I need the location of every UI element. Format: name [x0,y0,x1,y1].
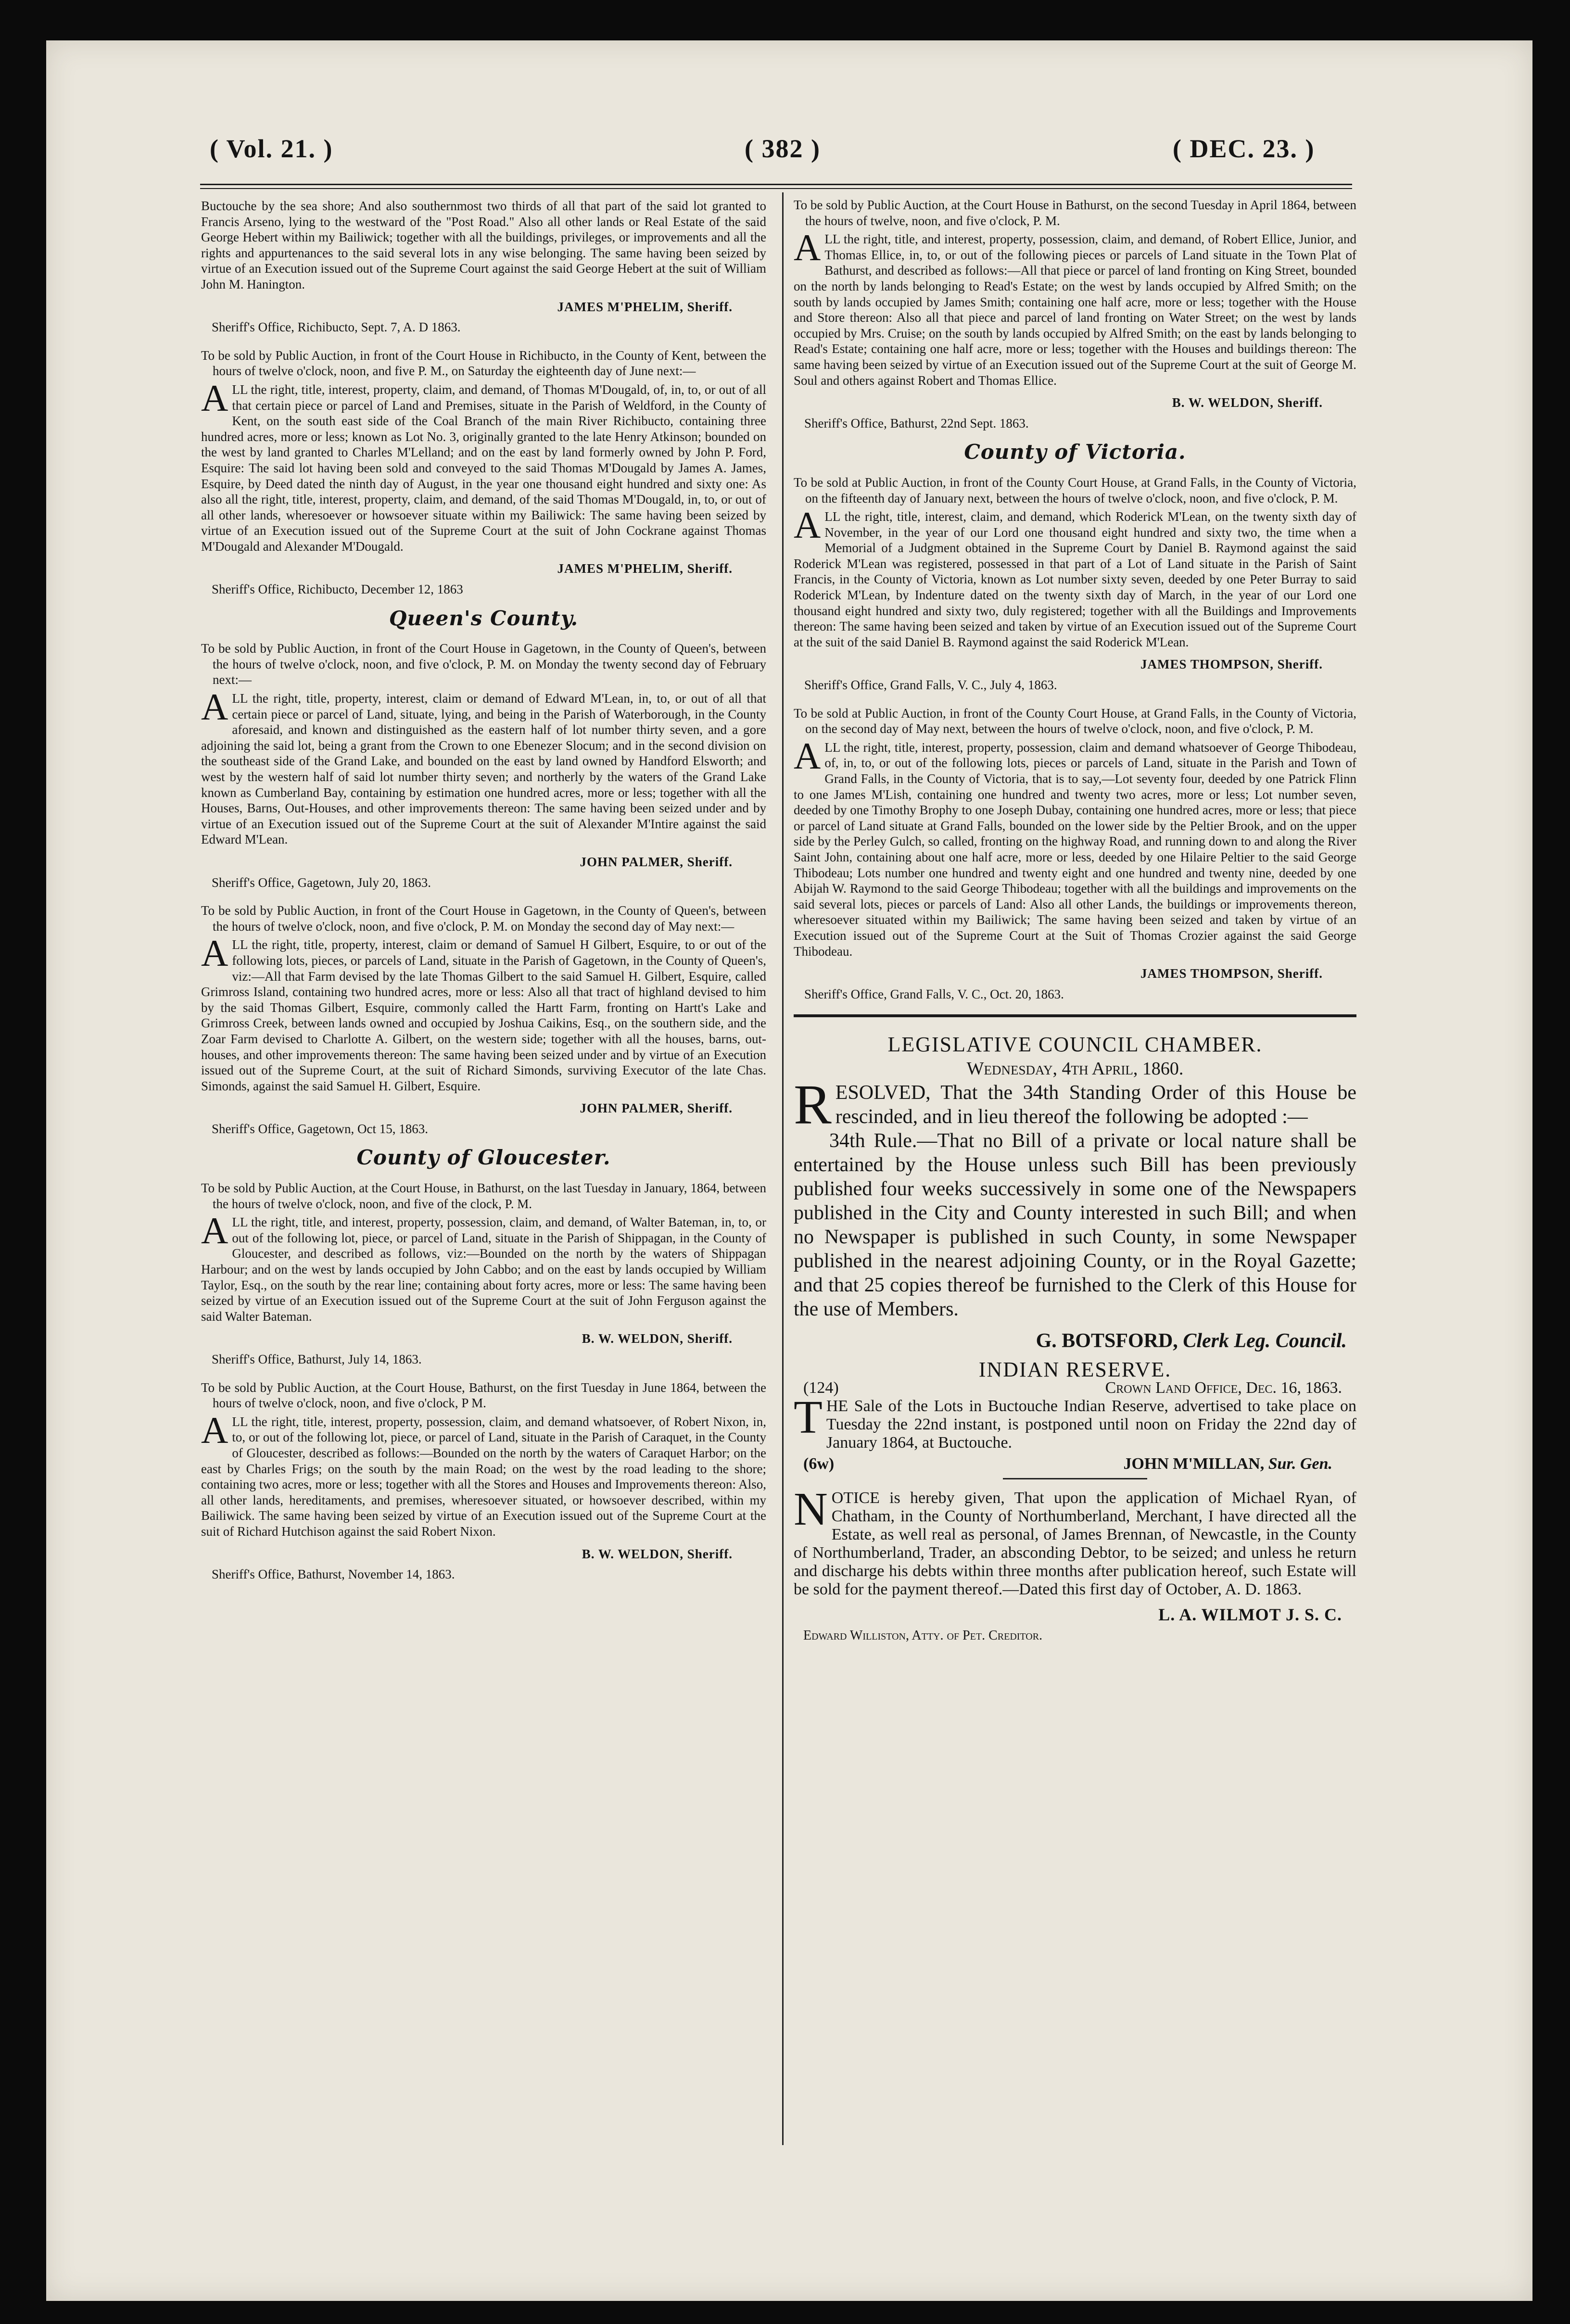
dropcap: A [201,932,228,974]
notice-body [794,504,1356,650]
notice-text: LL the right, title, interest, property, claim, and demand, of Thomas M'Dougald, of, in, to, or out of all that certain piece or parcel of Land and Premises, situate in the Parish of Weldford, in the County of Kent, on the south east side of the Coal Branch of the main River Richibucto, containing three hundred acres, more or less; known as Lot No. 3, originally granted to the late Henry Atkinson; bounded on the west by land granted to Charles M'Lelland; and on the east by land formerly owned by John P. Ford, Esquire: The said lot having been sold and conveyed to the said Thomas M'Dougald by James A. James, Esquire, by Deed dated the ninth day of August, in the year one thousand eight hundred and sixty one: As also all the right, title, interest, property, claim, and demand, of the said Thomas M'Dougald, in, to, or out of all other lands, wheresoever or howsoever situate within my Bailiwick: The same having been seized by virtue of an Execution issued out of the Supreme Court at the suit of John Cockrane against Thomas M'Dougald and Alexander M'Dougald. [201,382,766,554]
notice-intro: To be sold by Public Auction, at the Court House, in Bathurst, on the last Tuesday in January, 1864, between the hours of twelve o'clock, noon, and five of the clock, P. M. [201,1181,766,1211]
sheriff-office: Sheriff's Office, Bathurst, July 14, 1863. [212,1352,422,1366]
notice-text: LL the right, title, property, interest, claim or demand of Samuel H Gilbert, Esquire, to or out of the following lots, pieces, or parcels of Land, situate in the Parish of Gagetown, in the County of Queen's, viz:—All that Farm devised by the late Thomas Gilbert to the said Samuel H. Gilbert, Esquire, called Grimross Island, containing two hundred acres, more or less: Also all that tract of highland devised to him by the said Thomas Gilbert, Esquire, commonly called the Hartt Farm, fronting on Hartt's Lake and Grimross Creek, between lands owned and occupied by Joshua Caikins, Esq., on the southern side, and the Zoar Farm devised to Charlotte A. Gilbert, on the western side; together with all the houses, barns, out-houses, and other improvements thereon: The same having been seized under and by virtue of an Execution issued out of the Supreme Court, at the suit of Richard Simonds, surviving Executor of the late Chas. Simonds, against the said Samuel H. Gilbert, Esquire. [201,937,766,1093]
notice-intro: To be sold at Public Auction, in front of the County Court House, at Grand Falls, in the County of Victoria, on the fifteenth day of January next, between the hours of twelve o'clock, noon, and five o'clock, P. M. [794,475,1356,505]
notice-intro: To be sold by Public Auction, in front of the Court House in Gagetown, in the County of Queen's, between the hours of twelve o'clock, noon, and five o'clock, P. M. on Monday the twenty second day of February next:— [201,641,766,687]
sheriff-signature: JOHN PALMER, Sheriff. [580,854,733,869]
legislative-date: Wednesday, 4th April, 1860. [966,1059,1184,1079]
notice-ellice [794,197,1356,431]
dropcap: A [794,504,821,546]
column-divider [782,192,784,2145]
dropcap: A [201,377,228,419]
sheriff-office: Sheriff's Office, Grand Falls, V. C., Oct. 20, 1863. [804,986,1064,1001]
sheriff-office: Sheriff's Office, Grand Falls, V. C., July 4, 1863. [804,678,1057,693]
notice-body [201,1210,766,1324]
judge-signature: L. A. WILMOT J. S. C. [1158,1605,1342,1625]
notice-body [201,932,766,1094]
sheriff-office: Sheriff's Office, Richibucto, Sept. 7, A. D 1863. [212,320,461,335]
issue-date: ( DEC. 23. ) [1173,134,1315,163]
notice-mdougald [201,348,766,597]
notice-text: LL the right, title, and interest, property, possession, claim, and demand, of Robert Ellice, Junior, and Thomas Ellice, in, to, or out of the following pieces or parcels of Land situate in the Town Plat of Bathurst, and described as follows:—All that piece or parcel of land fronting on King Street, bounded on the north by lands belonging to Read's Estate; on the west by lands occupied by Alfred Smith; on the south by lands occupied by James Smith; containing one half acre, more or less; together with the House and Store thereon: Also all that piece and parcel of land fronting on Water Street; on the west by lands occupied by Mrs. Cruise; on the south by lands occupied by Alfred Smith; on the east by lands belonging to Read's Estate; containing one half acre, more or less; together with the Houses and buildings thereon: The same having been seized by virtue of an Execution issued out of the Supreme Court at the suit of George M. Soul and others against Robert and Thomas Ellice. [794,232,1356,388]
dropcap: R [794,1073,832,1137]
sheriff-office: Sheriff's Office, Gagetown, July 20, 1863. [212,875,431,890]
volume-number: ( Vol. 21. ) [210,134,333,163]
sheriff-signature: JAMES THOMPSON, Sheriff. [1140,966,1323,981]
sheriff-office: Sheriff's Office, Bathurst, November 14, 1863. [212,1567,455,1582]
left-column [201,197,766,1595]
clerk-name: G. BOTSFORD, [1036,1330,1178,1352]
absconding-debtor-notice [794,1483,1356,1645]
indian-reserve-dateline [794,1379,1356,1397]
sheriff-signature: JAMES M'PHELIM, Sheriff. [557,561,733,576]
notice-intro: To be sold by Public Auction, at the Court House, Bathurst, on the first Tuesday in June 1864, between the hours of twelve o'clock, noon, and five o'clock, P M. [201,1380,766,1411]
dropcap: N [794,1483,828,1536]
notice-text: LL the right, title, property, interest, claim or demand of Edward M'Lean, in, to, or out of all that certain piece or parcel of Land, situate, lying, and being in the Parish of Waterborough, in the County aforesaid, and known and distinguished as the eastern half of lot number thirty seven, and a gore adjoining the said lot, being a grant from the Crown to one Ebenezer Slocum; and in the second division on the southeast side of the Grand Lake, and bounded on the east by land owned by Handford Elsworth; and west by the western half of said lot number thirty seven; and northerly by the waters of the Grand Lake known as Cumberland Bay, containing by estimation one hundred acres, more or less; together with all the Houses, Barns, Out-Houses, and other improvements thereon: The same having been seized under and by virtue of an Execution issued out of the Supreme Court at the suit of Alexander M'Intire against the said Edward M'Lean. [201,691,766,847]
sheriff-signature: B. W. WELDON, Sheriff. [582,1546,733,1561]
dropcap: A [201,1409,228,1451]
notice-body [794,734,1356,959]
notice-intro: To be sold at Public Auction, in front of the County Court House, at Grand Falls, in the County of Victoria, on the second day of May next, between the hours of twelve o'clock, noon, and five o'clock, P. M. [794,706,1356,736]
page-number: ( 382 ) [745,134,821,163]
indian-reserve-notice [794,1358,1356,1479]
clerk-signature [794,1329,1356,1353]
notice-body [794,1483,1356,1599]
surveyor-signature [1123,1455,1332,1473]
notice-body [201,686,766,847]
notice-body [794,1391,1356,1452]
notice-text: HE Sale of the Lots in Buctouche Indian Reserve, advertised to take place on Tuesday the 22nd instant, is postponed until noon on Friday the 22nd day of January 1864, at Buctouche. [826,1397,1356,1452]
sheriff-office: Sheriff's Office, Richibucto, December 12, 1863 [212,582,463,597]
dropcap: A [201,686,228,728]
notice-bateman [201,1180,766,1367]
notice-text: LL the right, title, interest, property, possession, claim and demand whatsoever of George Thibodeau, of, in, to, or out of the following lots, pieces or parcels of Land, situate in the Parish and Town of Grand Falls, in the County of Victoria, that is to say,—Lot seventy four, deeded by one Patrick Flinn to one James M'Lish, containing one hundred and twenty two acres, more or less; Lot number seven, deeded by one Timothy Brophy to one Joseph Dubay, containing one hundred acres, more or less; that piece or parcel of Land situate at Grand Falls, bounded on the lower side by the Peltier Brook, and on the upper side by the Perley Gulch, so called, fronting on the highway Road, and running down to and along the River Saint John, containing about one half acre, more or less, deeded by one Hilaire Peltier to the said George Thibodeau; Lots number one hundred and twenty eight and one hundred and twenty nine, deeded by one Abijah W. Raymond to the said George Thibodeau; together with all the buildings and improvements on the said several lots, pieces or parcels of Land: Also all other Lands, the buildings or improvements thereon, wheresoever situated within my Bailiwick; The same having been seized and taken by virtue of an Execution issued out of the Supreme Court at the Suit of Thomas Crozier against the said George Thibodeau. [794,740,1356,959]
notice-intro: To be sold by Public Auction, in front of the Court House in Richibucto, in the County of Kent, between the hours of twelve o'clock, noon, and five P. M., on Saturday the eighteenth day of June next:— [201,348,766,379]
sheriff-signature: JAMES M'PHELIM, Sheriff. [557,299,733,314]
notice-hebert-continued [201,198,766,335]
sheriff-signature: B. W. WELDON, Sheriff. [582,1331,733,1346]
notice-body [201,377,766,555]
header-rule [200,184,1352,189]
legislative-council-notice [794,1033,1356,1353]
section-heading-victoria-county: County of Victoria. [964,440,1186,464]
notice-text: LL the right, title, and interest, property, possession, claim, and demand, of Walter Bateman, in, to, or out of the following lot, piece, or parcel of Land, situate in the Parish of Shippagan, in the County of Gloucester, and described as follows, viz:—Bounded on the north by the waters of Shippagan Harbour; and on the west by lands occupied by John Cabbo; and on the east by lands occupied by William Taylor, Esq., on the south by the rear line; containing about forty acres, more or less: The same having been seized by virtue of an Execution issued out of the Supreme Court at the suit of John Ferguson against the said Walter Bateman. [201,1215,766,1324]
short-rule [1003,1478,1147,1479]
sheriff-office: Sheriff's Office, Gagetown, Oct 15, 1863. [212,1121,429,1136]
sheriff-office: Sheriff's Office, Bathurst, 22nd Sept. 1863. [804,416,1029,430]
notice-gilbert [201,903,766,1137]
notice-intro: To be sold by Public Auction, in front of the Court House in Gagetown, in the County of Queen's, between the hours of twelve o'clock, noon, and five o'clock, P. M. on Monday the second day of May next:— [201,903,766,934]
notice-number: (124) [803,1379,839,1397]
sheriff-signature: JOHN PALMER, Sheriff. [580,1101,733,1116]
dropcap: A [794,227,821,269]
section-heading-gloucester-county: County of Gloucester. [356,1146,611,1170]
attorney-line: Edward Williston, Atty. of Pet. Creditor. [803,1628,1043,1643]
notice-body [201,1409,766,1540]
sheriff-signature: JAMES THOMPSON, Sheriff. [1140,657,1323,672]
section-heading-queens-county: Queen's County. [389,606,579,630]
indian-reserve-title: INDIAN RESERVE. [978,1358,1172,1382]
notice-text: OTICE is hereby given, That upon the application of Michael Ryan, of Chatham, in the County of Northumberland, Merchant, I have directed all the Estate, as well real as personal, of James Brennan, of Newcastle, in the County of Northumberland, Trader, an absconding Debtor, to be seized; and unless he return and discharge his debts within three months after publication hereof, such Estate will be sold for the payment thereof.—Dated this first day of October, A. D. 1863. [794,1489,1356,1599]
dropcap: A [201,1210,228,1252]
notice-mlean [201,641,766,890]
clerk-title: Clerk Leg. Council. [1183,1330,1347,1352]
notice-rmlean [794,475,1356,693]
notice-intro: To be sold by Public Auction, at the Court House in Bathurst, on the second Tuesday in April 1864, between the hours of twelve, noon, and five o'clock, P. M. [794,198,1356,228]
sheriff-signature: B. W. WELDON, Sheriff. [1172,395,1323,410]
surveyor-name: JOHN M'MILLAN, [1123,1455,1265,1473]
rule-34-text: 34th Rule.—That no Bill of a private or local nature shall be entertained by the House unless such Bill has been previously published four weeks successively in some one of the Newspapers published in the City and County interested in such Bill; and when no Newspaper is published in such County, in some Newspaper published in the nearest adjoining County, or in the Royal Gazette; and that 25 copies thereof be furnished to the Clerk of this House for the use of Members. [794,1130,1356,1321]
resolved-body: ESOLVED, That the 34th Standing Order of this House be rescinded, and in lieu thereof the following be adopted :— [835,1082,1356,1128]
notice-nixon [201,1380,766,1582]
resolved-text [794,1073,1356,1137]
dropcap: A [794,734,821,777]
office-date: Crown Land Office, Dec. 16, 1863. [1105,1379,1342,1397]
right-column [794,197,1356,1645]
dropcap: T [794,1391,823,1444]
notice-text: LL the right, title, interest, claim, and demand, which Roderick M'Lean, on the twenty sixth day of November, in the year of our Lord one thousand eight hundred and sixty two, the time when a Memorial of a Judgment obtained in the Supreme Court by Daniel B. Raymond against the said Roderick M'Lean was registered, possessed in that part of a Lot of Land situate in the Parish of Saint Francis, in the County of Victoria, known as Lot number sixty seven, deeded by one Peter Burray to said Roderick M'Lean, by Indenture dated on the twenty sixth day of March, in the year of our Lord one thousand eight hundred and sixty two, duly registered; together with all the Buildings and Improvements thereon: The same having been seized and taken by virtue of an Execution issued out of the Supreme Court at the suit of the said Daniel B. Raymond against the said Roderick M'Lean. [794,509,1356,649]
notice-body: Buctouche by the sea shore; And also southernmost two thirds of all that part of the said lot granted to Francis Arseno, lying to the westward of the "Post Road." Also all other lands or Real Estate of the said George Hebert within my Bailiwick; together with all the buildings, privileges, or improvements and all the rights and appurtenances to the said several lots in any wise belonging. The same having been seized by virtue of an Execution issued out of the Supreme Court against the said George Hebert at the suit of William John M. Hanington. [201,199,766,291]
notice-thibodeau [794,706,1356,1002]
notice-text: LL the right, title, interest, property, possession, claim, and demand whatsoever, of Robert Nixon, in, to, or out of the following lot, piece, or parcel of Land, situate in the Parish of Caraquet, in the County of Gloucester, described as follows:—Bounded on the north by the waters of Caraquet Harbor; on the east by Charles Frigs; on the south by the main Road; on the west by the road leading to the shore; containing two acres, more or less; together with all the Stores and Houses and Improvements thereon: Also, all other lands, hereditaments, and premises, wheresoever situated, or howsoever described, within my Bailiwick. The same having been seized by virtue of an Execution issued out of the Supreme Court at the suit of Richard Hutchison against the said Robert Nixon. [201,1414,766,1539]
section-rule [794,1014,1356,1017]
publication-code: (6w) [803,1455,835,1473]
surveyor-title: Sur. Gen. [1268,1455,1332,1473]
legislative-title: LEGISLATIVE COUNCIL CHAMBER. [887,1033,1263,1057]
notice-body [794,227,1356,388]
indian-reserve-signoff [794,1452,1356,1473]
